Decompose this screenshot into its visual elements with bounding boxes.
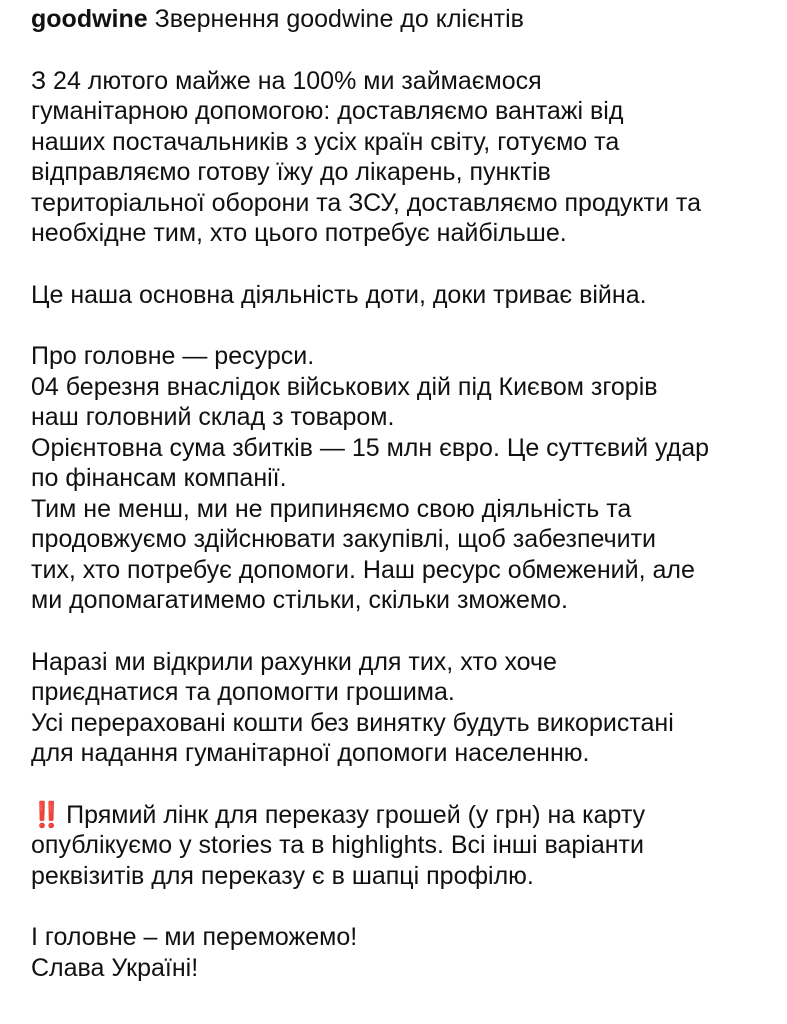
caption-paragraph-5 xyxy=(31,800,775,892)
caption-line-with-emoji xyxy=(31,800,775,831)
username-link[interactable]: goodwine xyxy=(31,5,148,33)
caption-line: І головне – ми переможемо! xyxy=(31,923,358,951)
caption-paragraph-3 xyxy=(31,341,775,616)
caption-header xyxy=(31,4,775,35)
caption-line: Слава Україні! xyxy=(31,953,199,982)
caption-line: опублікуємо у stories та в highlights. Всі інші варіанти xyxy=(31,831,644,859)
caption-line: приєднатися та допомогти грошима. xyxy=(31,678,455,706)
caption-line: реквізитів для переказу є в шапці профілю. xyxy=(31,861,534,890)
caption-line: продовжуємо здійснювати закупівлі, щоб забезпечити xyxy=(31,525,656,553)
caption-paragraph-4 xyxy=(31,647,775,769)
caption-line: наших постачальників з усіх країн світу, готуємо та xyxy=(31,127,620,156)
caption-line: Про головне — ресурси. xyxy=(31,342,315,370)
caption-line: Це наша основна діяльність доти, доки триває війна. xyxy=(31,280,647,309)
caption-line: ми допомагатимемо стільки, скільки зможемо. xyxy=(31,586,568,614)
caption-paragraph-6 xyxy=(31,922,775,983)
caption-line: територіальної оборони та ЗСУ, доставляємо продукти та xyxy=(31,188,701,217)
caption-line-text: Прямий лінк для переказу грошей (у грн) на карту xyxy=(66,800,646,829)
caption-paragraph-1 xyxy=(31,66,775,249)
caption-line: гуманітарною допомогою: доставляємо вантажі від xyxy=(31,97,624,125)
caption-line: необхідне тим, хто цього потребує найбільше. xyxy=(31,219,567,247)
caption-line: по фінансам компанії. xyxy=(31,464,287,492)
caption-title: Звернення goodwine до клієнтів xyxy=(154,5,524,33)
caption-paragraph-2 xyxy=(31,280,775,311)
caption-line: наш головний склад з товаром. xyxy=(31,403,395,431)
double-exclamation-icon: ‼️ xyxy=(31,800,61,829)
caption-line: Усі перераховані кошти без винятку будуть використані xyxy=(31,708,674,737)
caption-line: 04 березня внаслідок військових дій під Києвом згорів xyxy=(31,372,658,401)
caption-line: З 24 лютого майже на 100% ми займаємося xyxy=(31,66,542,95)
caption-line: тих, хто потребує допомоги. Наш ресурс обмежений, але xyxy=(31,555,695,584)
caption-line: Орієнтовна сума збитків — 15 млн євро. Це суттєвий удар xyxy=(31,433,710,462)
caption-line: відправляємо готову їжу до лікарень, пунктів xyxy=(31,158,551,186)
caption-line: для надання гуманітарної допомоги населенню. xyxy=(31,739,590,767)
caption-line: Тим не менш, ми не припиняємо свою діяльність та xyxy=(31,494,632,523)
caption-line: Наразі ми відкрили рахунки для тих, хто хоче xyxy=(31,647,557,676)
